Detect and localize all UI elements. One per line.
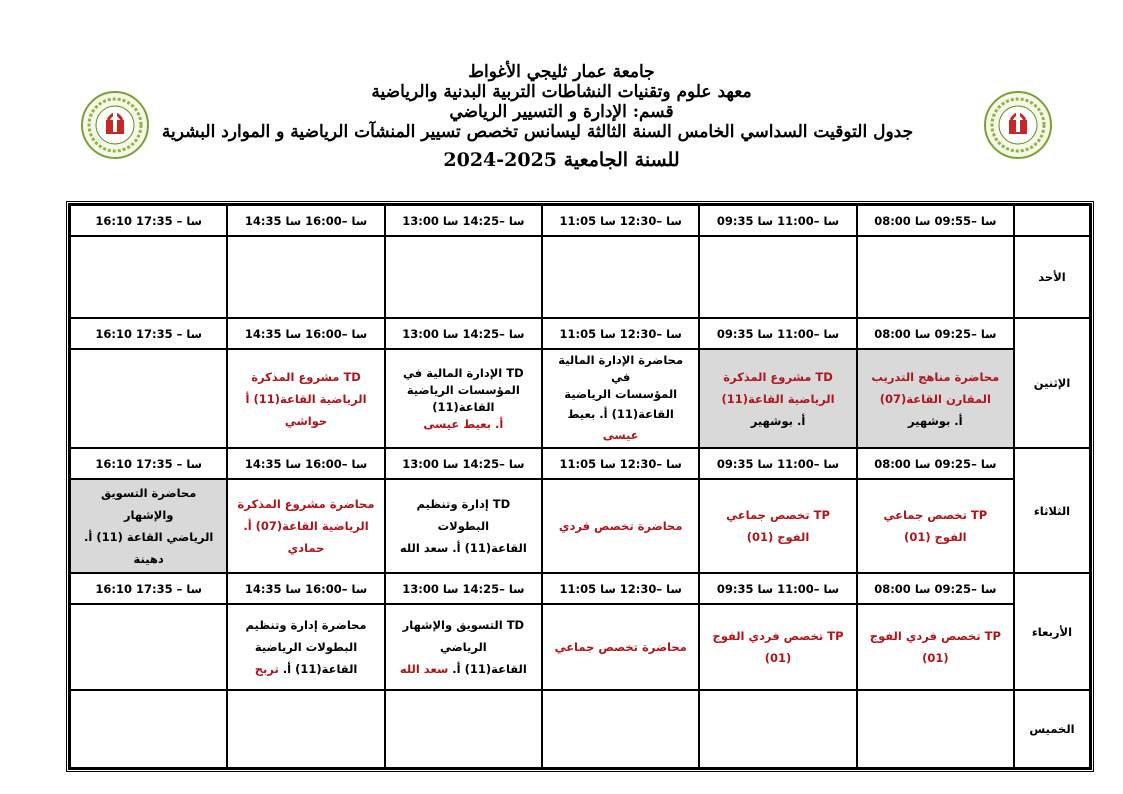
day-label-wednesday: الأربعاء xyxy=(1014,573,1090,690)
session-cell xyxy=(227,349,384,448)
session-cell xyxy=(70,479,227,573)
session-line: (01) xyxy=(922,651,949,665)
timeslot: 11:05 سا –12:30 سا xyxy=(542,205,699,236)
session-line: TP تخصص جماعي xyxy=(883,508,988,522)
timeslot: 16:10 سا – 17:35 xyxy=(70,318,227,349)
session-line: القاعة(11) أ. بعيط xyxy=(567,407,674,421)
empty-cell xyxy=(70,349,227,448)
timeslot: 08:00 سا –09:25 سا xyxy=(857,318,1014,349)
timeslot: 14:35 سا –16:00 سا xyxy=(227,205,384,236)
session-line: الرياضي القاعة (11) أ. دهينة xyxy=(84,530,214,566)
session-teacher: تربح xyxy=(254,662,279,676)
session-line: TD مشروع المذكرة xyxy=(251,369,361,384)
session-line: TP تخصص فردي الفوج xyxy=(869,629,1001,643)
session-room: القاعة(11) أ. xyxy=(282,662,358,676)
institute-name: معهد علوم وتقنيات النشاطات التربية البدنية والرياضية xyxy=(371,82,752,102)
timeslot: 14:35 سا –16:00 سا xyxy=(227,318,384,349)
session-teacher: سعد الله xyxy=(399,662,449,676)
session-cell xyxy=(227,479,384,573)
schedule-title: جدول التوقيت السداسي الخامس السنة الثالثة ليسانس تخصص تسيير المنشآت الرياضية و الموارد البشرية xyxy=(161,122,914,142)
session-cell xyxy=(542,349,699,448)
session-line: المؤسسات الرياضية xyxy=(406,382,520,397)
empty-cell xyxy=(542,236,699,318)
timeslot: 11:05 سا –12:30 سا xyxy=(542,448,699,479)
document-header xyxy=(140,62,983,176)
session-cell xyxy=(857,604,1014,690)
timeslot: 09:35 سا –11:00 سا xyxy=(699,205,856,236)
empty-cell xyxy=(699,236,856,318)
academic-year-value: 2024-2025 xyxy=(443,149,558,171)
session-row-tuesday xyxy=(70,479,1090,573)
empty-cell xyxy=(70,604,227,690)
session-line: حواشي xyxy=(284,413,328,428)
session-line: TP تخصص فردي الفوج xyxy=(712,629,844,643)
day-row-sunday xyxy=(70,236,1090,318)
timeslot: 11:05 سا –12:30 سا xyxy=(542,318,699,349)
session-line: القاعة(11) أ. سعد الله xyxy=(399,541,527,555)
session-line: محاضرة الإدارة المالية في xyxy=(558,353,684,384)
session-line: محاضرة إدارة وتنظيم xyxy=(245,618,367,632)
timeslot: 14:35 سا –16:00 سا xyxy=(227,573,384,604)
department-name: قسم: الإدارة و التسيير الرياضي xyxy=(449,102,674,122)
empty-cell xyxy=(227,236,384,318)
session-cell xyxy=(542,479,699,573)
empty-cell xyxy=(542,690,699,768)
session-cell xyxy=(227,604,384,690)
session-line: الرياضية القاعة(07) أ. xyxy=(243,519,369,533)
timeslot: 11:05 سا –12:30 سا xyxy=(542,573,699,604)
day-row-thursday xyxy=(70,690,1090,768)
session-line: (01) xyxy=(764,651,792,665)
session-line: أ. بوشهير xyxy=(750,413,806,428)
empty-cell xyxy=(857,690,1014,768)
day-label-tuesday: الثلاثاء xyxy=(1014,448,1090,573)
session-line: أ. بوشهير xyxy=(908,413,963,428)
timeslot: 13:00 سا –14:25 سا xyxy=(385,573,542,604)
session-line: TP تخصص جماعي xyxy=(726,508,830,522)
timeslot: 16:10 سا – 17:35 xyxy=(70,205,227,236)
academic-year xyxy=(140,144,983,176)
timeslot: 14:35 سا –16:00 سا xyxy=(227,448,384,479)
session-line: المقارن القاعة(07) xyxy=(879,391,991,406)
session-line: محاضرة تخصص جماعي xyxy=(554,640,687,654)
session-line: الفوج (01) xyxy=(746,530,810,544)
session-room: القاعة(11) أ. xyxy=(452,662,527,676)
session-line: الفوج (01) xyxy=(904,530,967,544)
university-name: جامعة عمار ثليجي الأغواط xyxy=(468,62,655,82)
session-line: محاضرة مشروع المذكرة xyxy=(237,497,375,511)
university-logo-right xyxy=(983,90,1053,160)
session-line xyxy=(232,658,379,680)
corner-cell xyxy=(1014,205,1090,236)
session-line: القاعة(11) xyxy=(432,399,495,414)
day-label-monday: الإثنين xyxy=(1014,318,1090,448)
timeslot: 16:10 سا – 17:35 xyxy=(70,573,227,604)
session-line: المؤسسات الرياضية xyxy=(564,387,678,401)
academic-year-prefix: للسنة الجامعية xyxy=(563,149,680,171)
timeslot-row-monday xyxy=(70,318,1090,349)
empty-cell xyxy=(385,690,542,768)
session-line: أ. بعيط عيسى xyxy=(423,416,504,431)
session-line: TD مشروع المذكرة xyxy=(723,369,833,384)
session-cell xyxy=(857,479,1014,573)
session-line: TD التسويق والإشهار xyxy=(402,618,525,632)
session-cell xyxy=(542,604,699,690)
session-line: عيسى xyxy=(602,428,639,442)
day-label-thursday: الخميس xyxy=(1014,690,1090,768)
session-line xyxy=(390,658,537,680)
session-line: محاضرة مناهج التدريب xyxy=(871,369,1000,384)
session-cell xyxy=(699,349,856,448)
session-line: محاضرة التسويق والإشهار xyxy=(101,486,197,522)
session-line: الرياضية القاعة(11) xyxy=(721,391,835,406)
session-line: TD إدارة وتنظيم البطولات xyxy=(416,497,511,533)
timeslot: 08:00 سا –09:25 سا xyxy=(857,448,1014,479)
session-row-wednesday xyxy=(70,604,1090,690)
empty-cell xyxy=(70,690,227,768)
timeslot: 09:35 سا –11:00 سا xyxy=(699,448,856,479)
session-line: TD الإدارة المالية في xyxy=(403,365,524,380)
empty-cell xyxy=(385,236,542,318)
session-cell xyxy=(699,604,856,690)
session-cell xyxy=(385,604,542,690)
timeslot: 09:35 سا –11:00 سا xyxy=(699,318,856,349)
timeslot: 13:00 سا –14:25 سا xyxy=(385,448,542,479)
timeslot: 13:00 سا –14:25 سا xyxy=(385,318,542,349)
timeslot: 16:10 سا – 17:35 xyxy=(70,448,227,479)
session-line: الرياضي xyxy=(439,640,487,654)
timeslot-row-wednesday xyxy=(70,573,1090,604)
session-line: حمادي xyxy=(287,541,325,555)
timeslot-header-row xyxy=(70,205,1090,236)
session-cell xyxy=(385,479,542,573)
timeslot: 08:00 سا –09:25 سا xyxy=(857,573,1014,604)
session-row-monday xyxy=(70,349,1090,448)
session-line: محاضرة تخصص فردي xyxy=(558,519,683,533)
empty-cell xyxy=(857,236,1014,318)
session-cell xyxy=(699,479,856,573)
empty-cell xyxy=(70,236,227,318)
timetable xyxy=(68,203,1092,770)
day-label-sunday: الأحد xyxy=(1014,236,1090,318)
timeslot: 13:00 سا –14:25 سا xyxy=(385,205,542,236)
session-cell xyxy=(857,349,1014,448)
timeslot: 09:35 سا –11:00 سا xyxy=(699,573,856,604)
session-line: البطولات الرياضية xyxy=(254,640,358,654)
timeslot-row-tuesday xyxy=(70,448,1090,479)
session-line: الرياضية القاعة(11) أ xyxy=(245,391,367,406)
empty-cell xyxy=(699,690,856,768)
session-cell xyxy=(385,349,542,448)
timeslot: 08:00 سا –09:55 سا xyxy=(857,205,1014,236)
empty-cell xyxy=(227,690,384,768)
